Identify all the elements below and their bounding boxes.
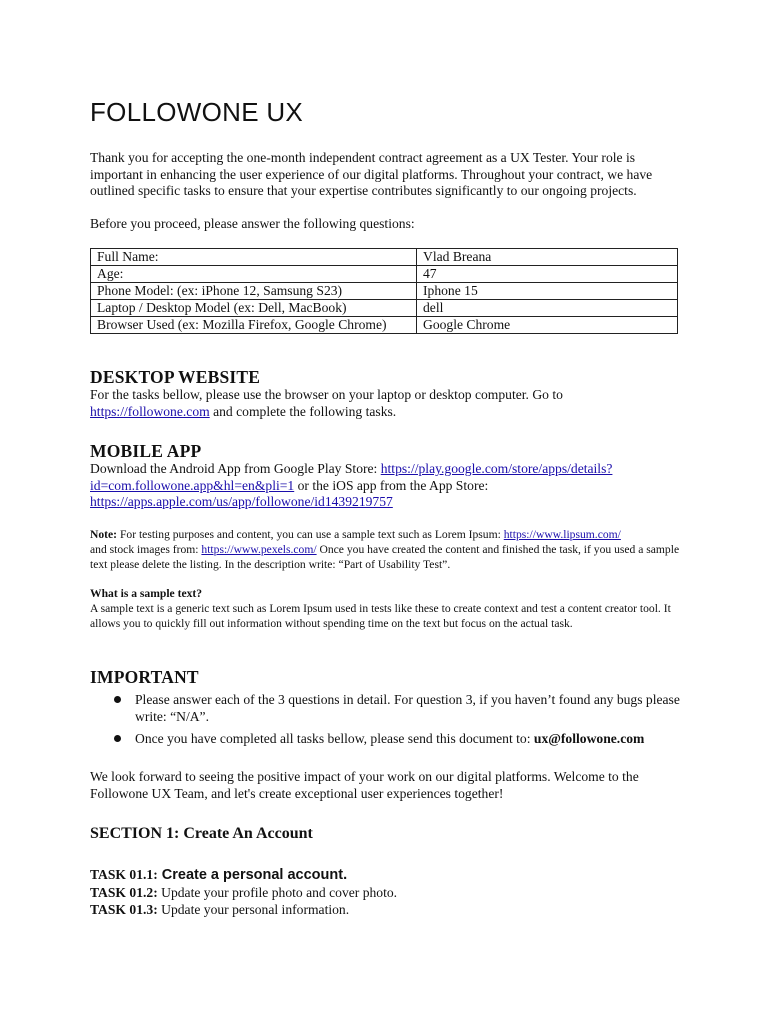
table-row — [91, 317, 678, 334]
bullet-text: Once you have completed all tasks bellow, please send this document to: — [135, 731, 534, 747]
before-proceed-text: Before you proceed, please answer the following questions: — [90, 216, 415, 231]
desktop-heading: DESKTOP WEBSITE — [90, 367, 261, 387]
desktop-text: For the tasks bellow, please use the browser on your laptop or desktop computer. Go to — [90, 387, 563, 402]
app-store-link[interactable]: https://apps.apple.com/us/app/followone/id1439219757 — [90, 494, 393, 510]
lipsum-link[interactable]: https://www.lipsum.com/ — [503, 528, 621, 541]
task-label: TASK 01.3: — [90, 902, 158, 917]
note-text-3: Once you have created the content and finished the task, if you used a sample text please delete the listing. In the description write: “Part of Usability Test”. — [90, 543, 680, 571]
note-label: Note: — [90, 528, 118, 541]
task-label: TASK 01.1: — [90, 867, 158, 882]
note-text: For testing purposes and content, you can use a sample text such as Lorem Ipsum: — [117, 528, 504, 541]
sample-answer: A sample text is a generic text such as Lorem Ipsum used in tests like these to create context and test a content creator tool. It allows you to quickly fill out information without spending time on the text but focus on the actual task. — [90, 602, 671, 630]
task-label: TASK 01.2: — [90, 885, 158, 900]
google-play-link-line2[interactable]: id=com.followone.app&hl=en&pli=1 — [90, 477, 295, 493]
task-text: Update your profile photo and cover photo. — [157, 885, 398, 900]
bullet-text: Please answer each of the 3 questions in detail. For question 3, if you haven’t found any bugs please write: “N/A”. — [135, 692, 680, 724]
desktop-paragraph — [90, 387, 680, 420]
closing-paragraph: We look forward to seeing the positive impact of your work on our digital platforms. Welcome to the Followone UX Team, and let's create exceptional user experiences together! — [90, 769, 639, 801]
table-row — [91, 249, 678, 266]
task-text: Create a personal account. — [157, 867, 348, 883]
table-row — [91, 283, 678, 300]
question-cell: Browser Used (ex: Mozilla Firefox, Google Chrome) — [91, 317, 417, 334]
task-line — [90, 866, 347, 884]
important-list — [90, 692, 690, 754]
note-text-2: and stock images from: — [90, 543, 202, 556]
desktop-text-end: and complete the following tasks. — [209, 403, 397, 419]
task-line — [90, 901, 349, 918]
note-paragraph — [90, 527, 680, 572]
pexels-link[interactable]: https://www.pexels.com/ — [201, 543, 317, 556]
mobile-text-ios: or the iOS app from the App Store: — [294, 477, 489, 493]
table-row — [91, 300, 678, 317]
answer-cell[interactable]: dell — [417, 300, 678, 317]
mobile-paragraph — [90, 461, 680, 511]
answer-cell[interactable]: Google Chrome — [417, 317, 678, 334]
list-item — [90, 731, 690, 748]
bullet-icon — [114, 735, 121, 742]
mobile-text: Download the Android App from Google Play Store: — [90, 461, 381, 476]
google-play-link-line1[interactable]: https://play.google.com/store/apps/details? — [380, 461, 613, 476]
question-cell: Full Name: — [91, 249, 417, 266]
mobile-heading: MOBILE APP — [90, 441, 202, 461]
sample-question: What is a sample text? — [90, 587, 203, 600]
task-line — [90, 884, 397, 901]
list-item — [90, 692, 690, 725]
answer-cell[interactable]: Vlad Breana — [417, 249, 678, 266]
question-cell: Laptop / Desktop Model (ex: Dell, MacBook) — [91, 300, 417, 317]
question-cell: Phone Model: (ex: iPhone 12, Samsung S23) — [91, 283, 417, 300]
intro-paragraph: Thank you for accepting the one-month independent contract agreement as a UX Tester. Your role is important in enhancing the user experience of our digital platforms. Throughout your contract, we have outlined specific tasks to ensure that your expertise contributes significantly to our ongoing projects. — [90, 150, 653, 199]
answer-cell[interactable]: Iphone 15 — [417, 283, 678, 300]
document-title: FOLLOWONE UX — [90, 97, 304, 127]
question-cell: Age: — [91, 266, 417, 283]
important-heading: IMPORTANT — [90, 667, 199, 687]
answer-cell[interactable]: 47 — [417, 266, 678, 283]
contact-email: ux@followone.com — [533, 731, 645, 747]
bullet-icon — [114, 696, 121, 703]
table-row — [91, 266, 678, 283]
followone-link[interactable]: https://followone.com — [90, 403, 210, 419]
questions-table — [90, 248, 678, 334]
task-text: Update your personal information. — [157, 902, 350, 917]
section1-heading: SECTION 1: Create An Account — [90, 825, 313, 842]
